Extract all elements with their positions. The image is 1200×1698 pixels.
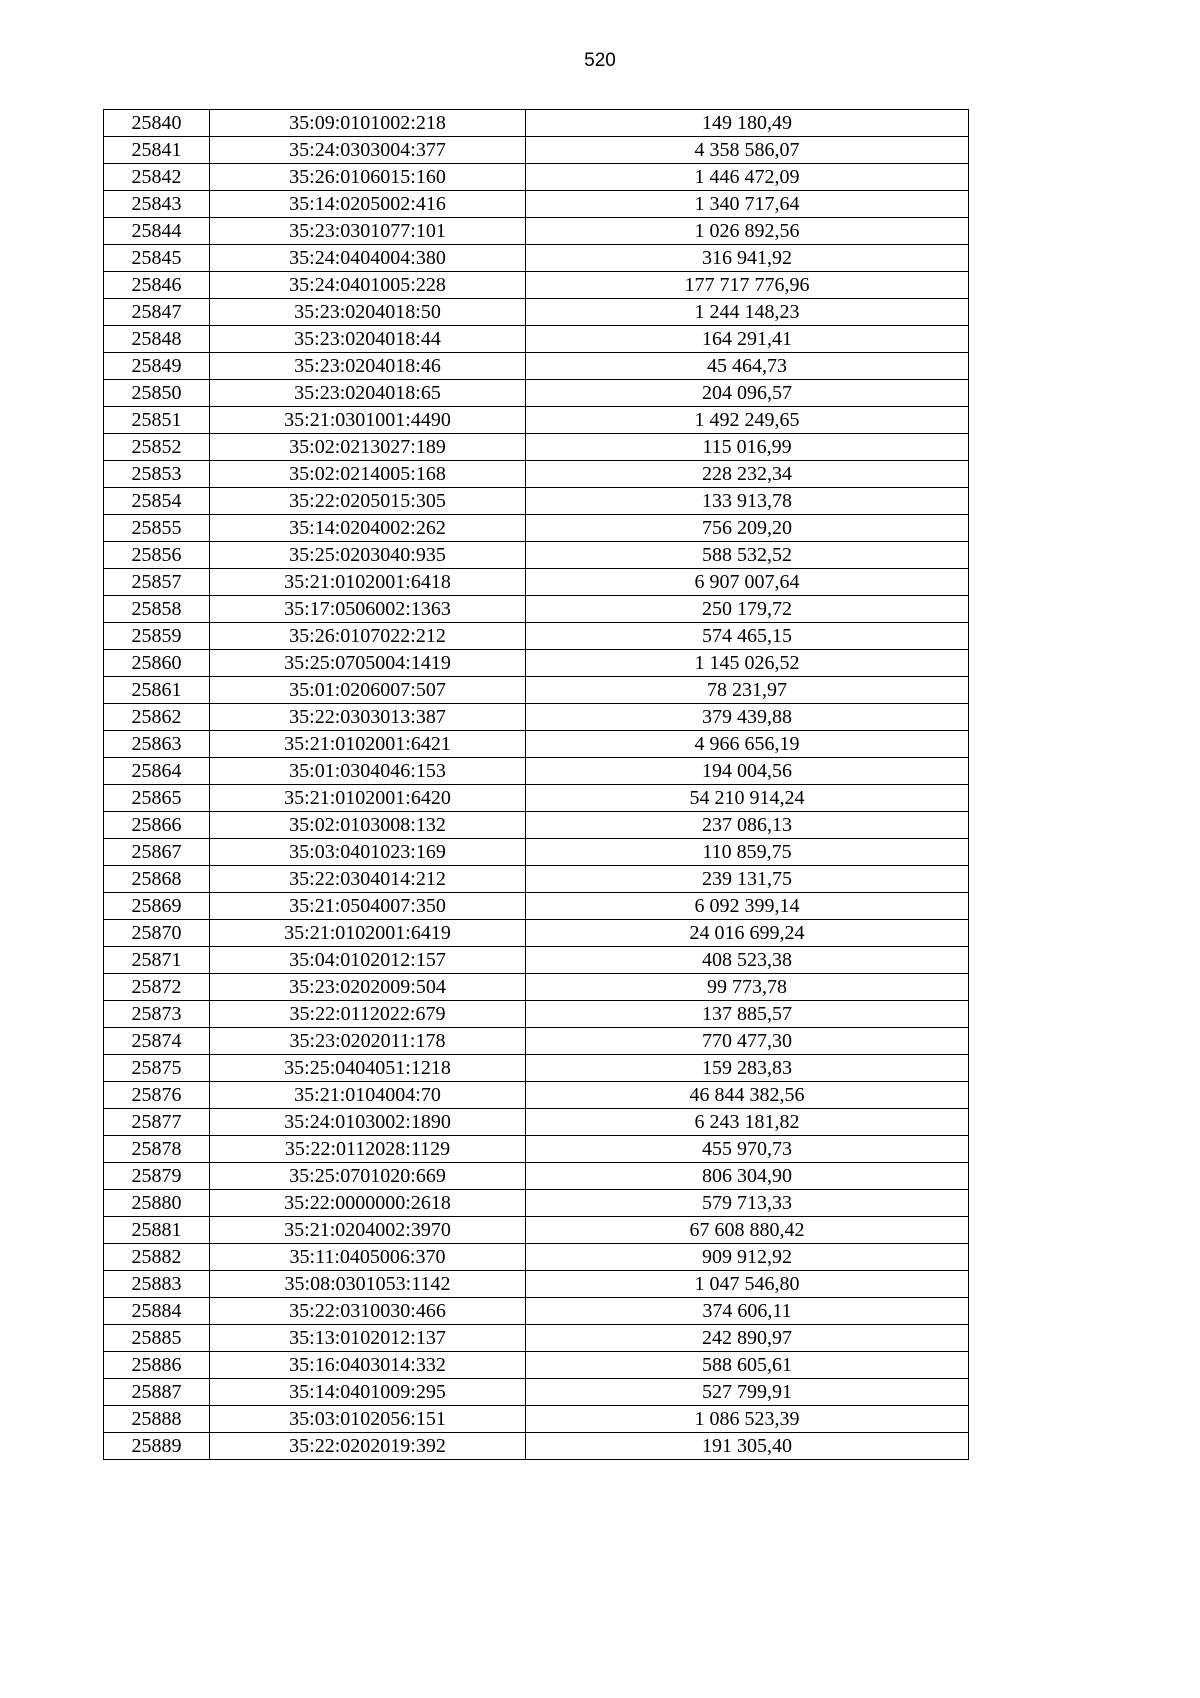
table-row	[104, 326, 969, 353]
cadastral-value-cell: 177 717 776,96	[526, 272, 969, 299]
table-row	[104, 137, 969, 164]
table-row	[104, 542, 969, 569]
cadastral-number-cell: 35:23:0204018:65	[210, 380, 526, 407]
table-row	[104, 1028, 969, 1055]
cadastral-value-cell: 408 523,38	[526, 947, 969, 974]
cadastral-number-cell: 35:02:0103008:132	[210, 812, 526, 839]
cadastral-number-cell: 35:09:0101002:218	[210, 110, 526, 137]
cadastral-number-cell: 35:21:0102001:6421	[210, 731, 526, 758]
table-row	[104, 812, 969, 839]
cadastral-number-cell: 35:16:0403014:332	[210, 1352, 526, 1379]
cadastral-number-cell: 35:25:0705004:1419	[210, 650, 526, 677]
record-number-cell: 25875	[104, 1055, 210, 1082]
cadastral-number-cell: 35:21:0104004:70	[210, 1082, 526, 1109]
table-row	[104, 1082, 969, 1109]
record-number-cell: 25844	[104, 218, 210, 245]
cadastral-number-cell: 35:14:0204002:262	[210, 515, 526, 542]
record-number-cell: 25853	[104, 461, 210, 488]
cadastral-value-cell: 588 532,52	[526, 542, 969, 569]
record-number-cell: 25872	[104, 974, 210, 1001]
table-row	[104, 1379, 969, 1406]
cadastral-number-cell: 35:26:0107022:212	[210, 623, 526, 650]
cadastral-number-cell: 35:25:0203040:935	[210, 542, 526, 569]
table-row	[104, 1217, 969, 1244]
record-number-cell: 25862	[104, 704, 210, 731]
cadastral-number-cell: 35:22:0000000:2618	[210, 1190, 526, 1217]
record-number-cell: 25888	[104, 1406, 210, 1433]
table-row	[104, 353, 969, 380]
cadastral-number-cell: 35:23:0204018:46	[210, 353, 526, 380]
record-number-cell: 25882	[104, 1244, 210, 1271]
cadastral-value-cell: 137 885,57	[526, 1001, 969, 1028]
cadastral-number-cell: 35:04:0102012:157	[210, 947, 526, 974]
record-number-cell: 25884	[104, 1298, 210, 1325]
cadastral-number-cell: 35:24:0103002:1890	[210, 1109, 526, 1136]
table-row	[104, 164, 969, 191]
table-row	[104, 434, 969, 461]
record-number-cell: 25874	[104, 1028, 210, 1055]
cadastral-value-cell: 1 047 546,80	[526, 1271, 969, 1298]
cadastral-number-cell: 35:23:0301077:101	[210, 218, 526, 245]
table-row	[104, 1109, 969, 1136]
record-number-cell: 25860	[104, 650, 210, 677]
cadastral-number-cell: 35:22:0304014:212	[210, 866, 526, 893]
cadastral-value-cell: 115 016,99	[526, 434, 969, 461]
table-row	[104, 1433, 969, 1460]
cadastral-value-cell: 250 179,72	[526, 596, 969, 623]
table-row	[104, 1271, 969, 1298]
cadastral-value-cell: 1 026 892,56	[526, 218, 969, 245]
record-number-cell: 25889	[104, 1433, 210, 1460]
cadastral-number-cell: 35:22:0202019:392	[210, 1433, 526, 1460]
cadastral-number-cell: 35:24:0303004:377	[210, 137, 526, 164]
cadastral-value-cell: 1 446 472,09	[526, 164, 969, 191]
table-row	[104, 569, 969, 596]
cadastral-value-cell: 24 016 699,24	[526, 920, 969, 947]
table-row	[104, 191, 969, 218]
table-row	[104, 1163, 969, 1190]
table-row	[104, 1055, 969, 1082]
table-row	[104, 866, 969, 893]
table-row	[104, 785, 969, 812]
cadastral-number-cell: 35:23:0202009:504	[210, 974, 526, 1001]
cadastral-number-cell: 35:26:0106015:160	[210, 164, 526, 191]
cadastral-number-cell: 35:21:0301001:4490	[210, 407, 526, 434]
cadastral-number-cell: 35:21:0504007:350	[210, 893, 526, 920]
cadastral-number-cell: 35:11:0405006:370	[210, 1244, 526, 1271]
cadastral-value-cell: 78 231,97	[526, 677, 969, 704]
cadastral-value-cell: 54 210 914,24	[526, 785, 969, 812]
cadastral-number-cell: 35:03:0401023:169	[210, 839, 526, 866]
table-row	[104, 677, 969, 704]
cadastral-number-cell: 35:22:0112022:679	[210, 1001, 526, 1028]
table-row	[104, 1325, 969, 1352]
cadastral-value-cell: 45 464,73	[526, 353, 969, 380]
table-row	[104, 110, 969, 137]
record-number-cell: 25847	[104, 299, 210, 326]
record-number-cell: 25866	[104, 812, 210, 839]
table-row	[104, 974, 969, 1001]
cadastral-value-cell: 46 844 382,56	[526, 1082, 969, 1109]
cadastral-number-cell: 35:25:0404051:1218	[210, 1055, 526, 1082]
cadastral-value-cell: 194 004,56	[526, 758, 969, 785]
cadastral-number-cell: 35:08:0301053:1142	[210, 1271, 526, 1298]
records-table-body	[104, 110, 969, 1460]
cadastral-value-cell: 756 209,20	[526, 515, 969, 542]
table-row	[104, 407, 969, 434]
cadastral-value-cell: 1 244 148,23	[526, 299, 969, 326]
cadastral-value-cell: 770 477,30	[526, 1028, 969, 1055]
cadastral-value-cell: 149 180,49	[526, 110, 969, 137]
record-number-cell: 25886	[104, 1352, 210, 1379]
cadastral-value-cell: 6 907 007,64	[526, 569, 969, 596]
table-row	[104, 218, 969, 245]
cadastral-number-cell: 35:22:0205015:305	[210, 488, 526, 515]
table-row	[104, 947, 969, 974]
cadastral-value-cell: 191 305,40	[526, 1433, 969, 1460]
record-number-cell: 25852	[104, 434, 210, 461]
cadastral-number-cell: 35:21:0102001:6419	[210, 920, 526, 947]
cadastral-value-cell: 1 492 249,65	[526, 407, 969, 434]
cadastral-number-cell: 35:03:0102056:151	[210, 1406, 526, 1433]
record-number-cell: 25859	[104, 623, 210, 650]
record-number-cell: 25841	[104, 137, 210, 164]
record-number-cell: 25870	[104, 920, 210, 947]
record-number-cell: 25846	[104, 272, 210, 299]
record-number-cell: 25861	[104, 677, 210, 704]
table-row	[104, 245, 969, 272]
cadastral-value-cell: 1 086 523,39	[526, 1406, 969, 1433]
cadastral-value-cell: 527 799,91	[526, 1379, 969, 1406]
cadastral-value-cell: 579 713,33	[526, 1190, 969, 1217]
record-number-cell: 25879	[104, 1163, 210, 1190]
record-number-cell: 25881	[104, 1217, 210, 1244]
table-row	[104, 1352, 969, 1379]
record-number-cell: 25864	[104, 758, 210, 785]
table-row	[104, 515, 969, 542]
cadastral-value-cell: 1 340 717,64	[526, 191, 969, 218]
cadastral-number-cell: 35:24:0404004:380	[210, 245, 526, 272]
cadastral-value-cell: 909 912,92	[526, 1244, 969, 1271]
record-number-cell: 25857	[104, 569, 210, 596]
record-number-cell: 25854	[104, 488, 210, 515]
cadastral-number-cell: 35:01:0304046:153	[210, 758, 526, 785]
table-row	[104, 704, 969, 731]
table-row	[104, 299, 969, 326]
record-number-cell: 25863	[104, 731, 210, 758]
cadastral-value-cell: 6 243 181,82	[526, 1109, 969, 1136]
table-row	[104, 758, 969, 785]
cadastral-value-cell: 133 913,78	[526, 488, 969, 515]
record-number-cell: 25848	[104, 326, 210, 353]
cadastral-value-cell: 67 608 880,42	[526, 1217, 969, 1244]
cadastral-value-cell: 110 859,75	[526, 839, 969, 866]
cadastral-number-cell: 35:01:0206007:507	[210, 677, 526, 704]
record-number-cell: 25876	[104, 1082, 210, 1109]
cadastral-value-cell: 1 145 026,52	[526, 650, 969, 677]
table-row	[104, 1190, 969, 1217]
record-number-cell: 25887	[104, 1379, 210, 1406]
cadastral-value-cell: 455 970,73	[526, 1136, 969, 1163]
cadastral-value-cell: 316 941,92	[526, 245, 969, 272]
table-row	[104, 731, 969, 758]
cadastral-value-cell: 242 890,97	[526, 1325, 969, 1352]
cadastral-value-cell: 164 291,41	[526, 326, 969, 353]
table-row	[104, 1406, 969, 1433]
table-row	[104, 920, 969, 947]
cadastral-number-cell: 35:22:0303013:387	[210, 704, 526, 731]
record-number-cell: 25842	[104, 164, 210, 191]
record-number-cell: 25843	[104, 191, 210, 218]
record-number-cell: 25885	[104, 1325, 210, 1352]
cadastral-number-cell: 35:25:0701020:669	[210, 1163, 526, 1190]
cadastral-value-cell: 99 773,78	[526, 974, 969, 1001]
cadastral-number-cell: 35:21:0204002:3970	[210, 1217, 526, 1244]
record-number-cell: 25845	[104, 245, 210, 272]
table-row	[104, 488, 969, 515]
record-number-cell: 25877	[104, 1109, 210, 1136]
cadastral-value-cell: 4 358 586,07	[526, 137, 969, 164]
cadastral-value-cell: 588 605,61	[526, 1352, 969, 1379]
cadastral-number-cell: 35:23:0204018:50	[210, 299, 526, 326]
cadastral-number-cell: 35:22:0310030:466	[210, 1298, 526, 1325]
cadastral-value-cell: 237 086,13	[526, 812, 969, 839]
cadastral-value-cell: 806 304,90	[526, 1163, 969, 1190]
table-row	[104, 1244, 969, 1271]
table-row	[104, 380, 969, 407]
record-number-cell: 25878	[104, 1136, 210, 1163]
record-number-cell: 25849	[104, 353, 210, 380]
cadastral-value-cell: 4 966 656,19	[526, 731, 969, 758]
record-number-cell: 25873	[104, 1001, 210, 1028]
cadastral-value-cell: 6 092 399,14	[526, 893, 969, 920]
cadastral-number-cell: 35:02:0213027:189	[210, 434, 526, 461]
record-number-cell: 25865	[104, 785, 210, 812]
table-row	[104, 1298, 969, 1325]
cadastral-number-cell: 35:14:0401009:295	[210, 1379, 526, 1406]
record-number-cell: 25855	[104, 515, 210, 542]
record-number-cell: 25851	[104, 407, 210, 434]
cadastral-value-cell: 204 096,57	[526, 380, 969, 407]
cadastral-number-cell: 35:02:0214005:168	[210, 461, 526, 488]
cadastral-number-cell: 35:17:0506002:1363	[210, 596, 526, 623]
cadastral-value-cell: 239 131,75	[526, 866, 969, 893]
record-number-cell: 25840	[104, 110, 210, 137]
record-number-cell: 25871	[104, 947, 210, 974]
records-table	[103, 109, 969, 1460]
cadastral-value-cell: 159 283,83	[526, 1055, 969, 1082]
cadastral-number-cell: 35:14:0205002:416	[210, 191, 526, 218]
record-number-cell: 25858	[104, 596, 210, 623]
record-number-cell: 25880	[104, 1190, 210, 1217]
page-number: 520	[584, 50, 616, 71]
cadastral-value-cell: 374 606,11	[526, 1298, 969, 1325]
table-row	[104, 839, 969, 866]
cadastral-number-cell: 35:21:0102001:6418	[210, 569, 526, 596]
table-row	[104, 596, 969, 623]
cadastral-number-cell: 35:23:0202011:178	[210, 1028, 526, 1055]
cadastral-number-cell: 35:21:0102001:6420	[210, 785, 526, 812]
record-number-cell: 25867	[104, 839, 210, 866]
record-number-cell: 25850	[104, 380, 210, 407]
cadastral-value-cell: 574 465,15	[526, 623, 969, 650]
cadastral-value-cell: 228 232,34	[526, 461, 969, 488]
table-row	[104, 272, 969, 299]
record-number-cell: 25883	[104, 1271, 210, 1298]
record-number-cell: 25856	[104, 542, 210, 569]
cadastral-number-cell: 35:24:0401005:228	[210, 272, 526, 299]
cadastral-number-cell: 35:23:0204018:44	[210, 326, 526, 353]
cadastral-value-cell: 379 439,88	[526, 704, 969, 731]
table-row	[104, 623, 969, 650]
table-row	[104, 1136, 969, 1163]
table-row	[104, 650, 969, 677]
record-number-cell: 25868	[104, 866, 210, 893]
record-number-cell: 25869	[104, 893, 210, 920]
cadastral-number-cell: 35:22:0112028:1129	[210, 1136, 526, 1163]
table-row	[104, 461, 969, 488]
table-row	[104, 893, 969, 920]
cadastral-number-cell: 35:13:0102012:137	[210, 1325, 526, 1352]
table-row	[104, 1001, 969, 1028]
